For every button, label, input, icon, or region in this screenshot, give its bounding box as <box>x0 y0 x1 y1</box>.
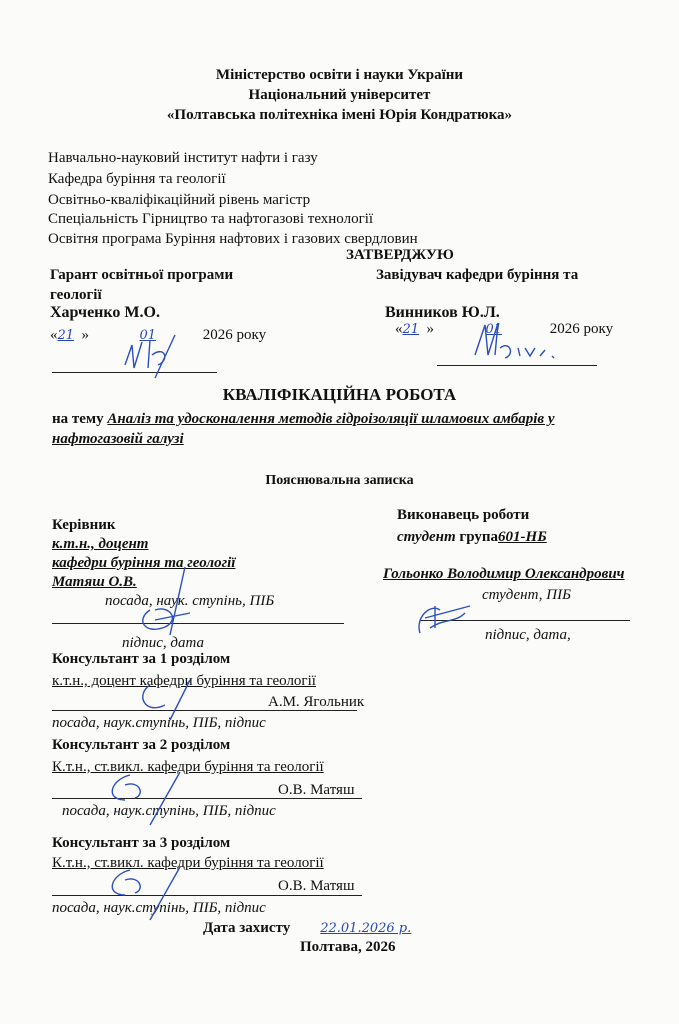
student-signature <box>410 598 480 638</box>
program: Освітня програма Буріння нафтових і газових свердловин <box>48 231 418 247</box>
head-role: Завідувач кафедри буріння та <box>376 267 579 283</box>
consultant-1-caption: посада, наук.ступінь, ПІБ, підпис <box>52 715 266 731</box>
student-label: Виконавець роботи <box>397 507 530 523</box>
defense-date: Дата захисту 22.01.2026 р. <box>203 920 412 936</box>
consultant-2-position: К.т.н., ст.викл. кафедри буріння та геології <box>52 759 324 775</box>
consultant-3-name: О.В. Матяш <box>278 878 355 894</box>
department: Кафедра буріння та геології <box>48 171 226 187</box>
specialty: Спеціальність Гірництво та нафтогазові технології <box>48 211 374 227</box>
consultant-1-name: А.М. Ягольник <box>268 694 365 710</box>
supervisor-label: Керівник <box>52 517 116 533</box>
head-name: Винников Ю.Л. <box>385 304 500 321</box>
supervisor-name: Матяш О.В. <box>52 574 137 590</box>
guarantor-signature <box>120 330 190 380</box>
supervisor-caption: посада, наук. ступінь, ПІБ <box>105 593 275 609</box>
head-signature-line <box>437 365 597 366</box>
topic-line-1: на тему Аналіз та удосконалення методів гідроізоляції шламових амбарів у <box>52 411 555 427</box>
student-group: студент група601-НБ <box>397 529 547 545</box>
guarantor-role-2: геології <box>50 287 102 303</box>
consultant-3-position: К.т.н., ст.викл. кафедри буріння та геології <box>52 855 324 871</box>
guarantor-role: Гарант освітньої програми <box>50 267 234 283</box>
consultant-1-position: к.т.н., доцент кафедри буріння та геології <box>52 673 316 689</box>
student-name: Гольонко Володимир Олександрович <box>383 566 625 582</box>
supervisor-signature <box>130 565 210 640</box>
consultant-1-signature <box>130 675 210 725</box>
level: Освітньо-кваліфікаційний рівень магістр <box>48 192 311 208</box>
consultant-3-caption: посада, наук.ступінь, ПІБ, підпис <box>52 900 266 916</box>
head-signature <box>470 320 560 365</box>
supervisor-caption-2: підпис, дата <box>122 635 205 651</box>
consultant-2-signature <box>95 770 185 830</box>
ministry: Міністерство освіти і науки України <box>215 67 464 83</box>
supervisor-dept: кафедри буріння та геології <box>52 555 236 571</box>
city-year: Полтава, 2026 <box>300 939 396 955</box>
guarantor-name: Харченко М.О. <box>50 304 160 321</box>
approval-title: ЗАТВЕРДЖУЮ <box>346 247 454 263</box>
work-title: КВАЛІФІКАЦІЙНА РОБОТА <box>222 385 457 404</box>
university-name: «Полтавська політехніка імені Юрія Кондратюка» <box>166 107 513 123</box>
guarantor-date: «21 » 01 2026 року <box>50 327 267 343</box>
consultant-2-title: Консультант за 2 розділом <box>52 737 231 753</box>
consultant-1-title: Консультант за 1 розділом <box>52 651 231 667</box>
consultant-2-name: О.В. Матяш <box>278 782 355 798</box>
consultant-3-signature <box>95 865 185 925</box>
consultant-2-caption: посада, наук.ступінь, ПІБ, підпис <box>62 803 276 819</box>
university: Національний університет <box>248 87 431 103</box>
supervisor-degree: к.т.н., доцент <box>52 536 149 552</box>
document-subtitle: Пояснювальна записка <box>265 473 414 488</box>
institute: Навчально-науковий інститут нафти і газу <box>48 150 318 166</box>
topic-line-2: нафтогазовій галузі <box>52 431 184 447</box>
head-date: «21 » 01 2026 року <box>395 321 614 337</box>
student-caption: студент, ПІБ <box>482 587 571 603</box>
student-caption-2: підпис, дата, <box>485 627 571 643</box>
consultant-3-title: Консультант за 3 розділом <box>52 835 231 851</box>
